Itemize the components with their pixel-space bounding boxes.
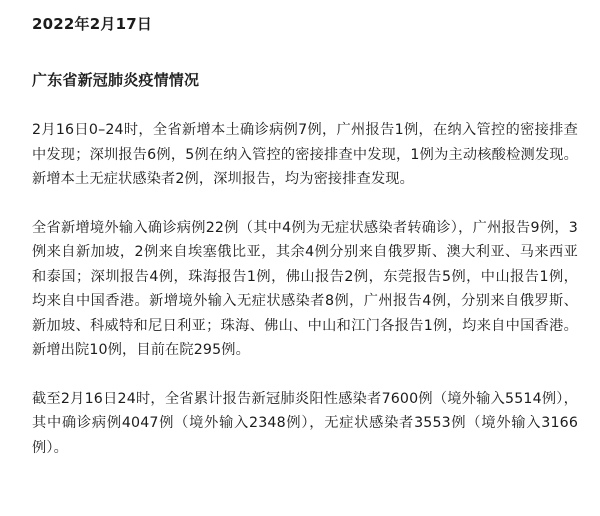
paragraph-cumulative-cases: 截至2月16日24时，全省累计报告新冠肺炎阳性感染者7600例（境外输入5514例），其中确诊病例4047例（境外输入2348例），无症状感染者3553例（境外输入3166例）。: [32, 390, 578, 456]
document-title: 广东省新冠肺炎疫情情况: [32, 71, 200, 89]
paragraph-local-cases: 2月16日0–24时，全省新增本土确诊病例7例，广州报告1例，在纳入管控的密接排查中发现；深圳报告6例，5例在纳入管控的密接排查中发现，1例为主动核酸检测发现。新增本土无症状感染者2例，深圳报告，均为密接排查发现。: [32, 122, 578, 187]
document-date: 2022年2月17日: [32, 15, 153, 33]
paragraph-imported-cases: 全省新增境外输入确诊病例22例（其中4例为无症状感染者转确诊），广州报告9例，3例来自新加坡，2例来自埃塞俄比亚，其余4例分别来自俄罗斯、澳大利亚、马来西亚和泰国；深圳报告4例，珠海报告1例，佛山报告2例，东莞报告5例，中山报告1例，均来自中国香港。新增境外输入无症状感染者8例，广州报告4例，分别来自俄罗斯、新加坡、科威特和尼日利亚；珠海、佛山、中山和江门各报告1例，均来自中国香港。新增出院10例，目前在院295例。: [32, 219, 578, 358]
